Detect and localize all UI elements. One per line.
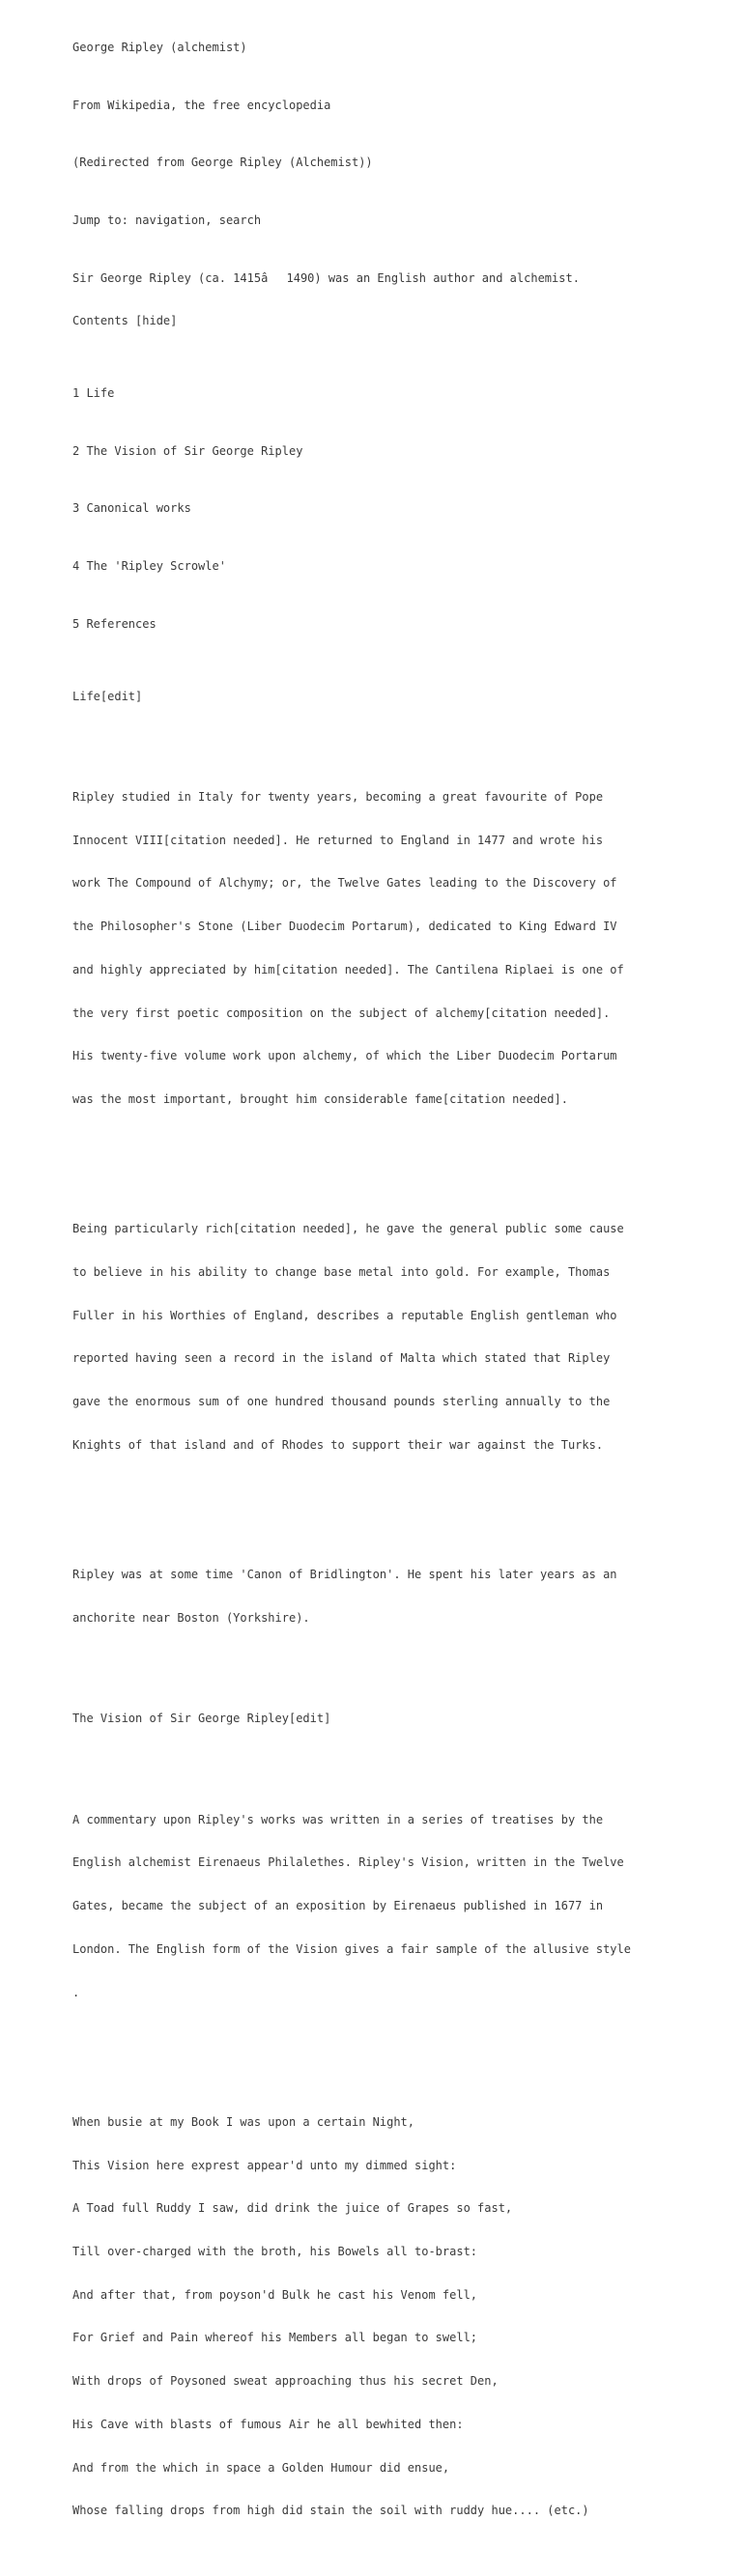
text-line: His twenty-five volume work upon alchemy, of which the Liber Duodecim Portarum xyxy=(72,1049,617,1063)
life-paragraph-2 xyxy=(72,1193,691,1481)
text-line: English alchemist Eirenaeus Philalethes. Ripley's Vision, written in the Twelve xyxy=(72,1855,624,1870)
text-line: Knights of that island and of Rhodes to support their war against the Turks. xyxy=(72,1437,604,1452)
text-line: anchorite near Boston (Yorkshire). xyxy=(72,1610,310,1625)
text-line: Gates, became the subject of an exposition by Eirenaeus published in 1677 in xyxy=(72,1899,604,1913)
text-line: Being particularly rich[citation needed], he gave the general public some cause xyxy=(72,1222,624,1236)
source-line: From Wikipedia, the free encyclopedia xyxy=(72,98,331,112)
poem-line: And after that, from poyson'd Bulk he cast his Venom fell, xyxy=(72,2287,478,2302)
toc-item-vision: 2 The Vision of Sir George Ripley xyxy=(72,443,303,458)
text-line: A commentary upon Ripley's works was written in a series of treatises by the xyxy=(72,1812,604,1826)
section-heading-life: Life[edit] xyxy=(72,689,143,703)
text-line: the very first poetic composition on the subject of alchemy[citation needed]. xyxy=(72,1005,611,1020)
text-line: to believe in his ability to change base metal into gold. For example, Thomas xyxy=(72,1264,611,1279)
text-line: . xyxy=(72,1985,80,1999)
text-line: gave the enormous sum of one hundred thousand pounds sterling annually to the xyxy=(72,1395,611,1409)
page-title: George Ripley (alchemist) xyxy=(72,40,247,54)
vision-poem xyxy=(72,2086,691,2547)
life-paragraph-1 xyxy=(72,761,691,1136)
text-line: Ripley was at some time 'Canon of Bridlington'. He spent his later years as an xyxy=(72,1568,617,1582)
toc-item-canonical-works: 3 Canonical works xyxy=(72,501,191,516)
text-line: and highly appreciated by him[citation needed]. The Cantilena Riplaei is one of xyxy=(72,962,624,977)
text-line: was the most important, brought him considerable fame[citation needed]. xyxy=(72,1092,568,1106)
text-line: work The Compound of Alchymy; or, the Twelve Gates leading to the Discovery of xyxy=(72,876,617,891)
text-line: Fuller in his Worthies of England, describes a reputable English gentleman who xyxy=(72,1308,617,1322)
lead-sentence: Sir George Ripley (ca. 1415â1490) was an English author and alchemist. xyxy=(72,270,580,285)
contents-label: Contents [hide] xyxy=(72,314,178,328)
section-heading-vision: The Vision of Sir George Ripley[edit] xyxy=(72,1712,331,1726)
toc-item-life: 1 Life xyxy=(72,386,115,401)
life-paragraph-3 xyxy=(72,1539,691,1654)
poem-line: A Toad full Ruddy I saw, did drink the juice of Grapes so fast, xyxy=(72,2201,513,2216)
document-body xyxy=(72,12,691,2576)
redirect-note: (Redirected from George Ripley (Alchemist)) xyxy=(72,156,373,170)
poem-line: His Cave with blasts of fumous Air he all bewhited then: xyxy=(72,2417,464,2431)
jump-links: Jump to: navigation, search xyxy=(72,212,262,227)
text-line: London. The English form of the Vision gives a fair sample of the allusive style xyxy=(72,1941,631,1956)
text-line: Innocent VIII[citation needed]. He returned to England in 1477 and wrote his xyxy=(72,833,604,847)
poem-line: This Vision here exprest appear'd unto my dimmed sight: xyxy=(72,2158,457,2172)
toc-item-references: 5 References xyxy=(72,616,157,631)
text-line: Ripley studied in Italy for twenty years, becoming a great favourite of Pope xyxy=(72,789,604,804)
poem-line: And from the which in space a Golden Humour did ensue, xyxy=(72,2460,450,2475)
poem-line: With drops of Poysoned sweat approaching thus his secret Den, xyxy=(72,2374,499,2389)
poem-line: When busie at my Book I was upon a certain Night, xyxy=(72,2114,415,2129)
vision-paragraph-1 xyxy=(72,1784,691,2028)
text-line: reported having seen a record in the island of Malta which stated that Ripley xyxy=(72,1351,611,1366)
toc-item-ripley-scrowle: 4 The 'Ripley Scrowle' xyxy=(72,559,226,574)
poem-line: Whose falling drops from high did stain the soil with ruddy hue.... (etc.) xyxy=(72,2504,589,2518)
poem-line: For Grief and Pain whereof his Members all began to swell; xyxy=(72,2331,478,2345)
text-line: the Philosopher's Stone (Liber Duodecim Portarum), dedicated to King Edward IV xyxy=(72,920,617,934)
poem-line: Till over-charged with the broth, his Bowels all to-brast: xyxy=(72,2244,478,2258)
